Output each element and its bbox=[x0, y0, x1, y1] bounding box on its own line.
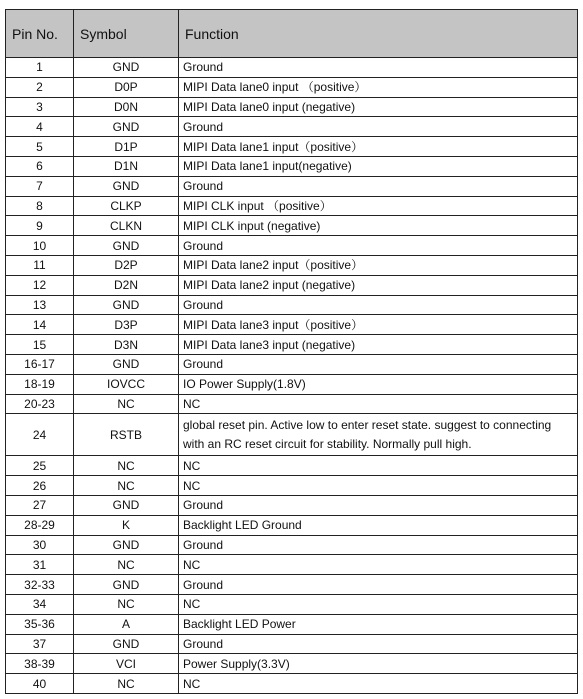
table-row bbox=[6, 555, 578, 575]
function-cell: Ground bbox=[179, 495, 578, 515]
function-cell: MIPI Data lane0 input (negative) bbox=[179, 97, 578, 117]
symbol-cell: GND bbox=[74, 634, 179, 654]
symbol-cell: D0N bbox=[74, 97, 179, 117]
symbol-cell: GND bbox=[74, 295, 179, 315]
pin-number-cell: 15 bbox=[6, 335, 74, 355]
pin-number-cell: 3 bbox=[6, 97, 74, 117]
function-cell: MIPI Data lane1 input（positive） bbox=[179, 137, 578, 157]
symbol-cell: NC bbox=[74, 594, 179, 614]
symbol-cell: A bbox=[74, 614, 179, 634]
table-row bbox=[6, 674, 578, 694]
function-cell: Ground bbox=[179, 176, 578, 196]
table-row bbox=[6, 374, 578, 394]
pin-number-cell: 9 bbox=[6, 216, 74, 236]
table-row bbox=[6, 476, 578, 496]
function-cell: Ground bbox=[179, 575, 578, 595]
symbol-cell: NC bbox=[74, 555, 179, 575]
function-cell: NC bbox=[179, 674, 578, 694]
symbol-cell: GND bbox=[74, 176, 179, 196]
function-cell: MIPI CLK input (negative) bbox=[179, 216, 578, 236]
function-cell: NC bbox=[179, 456, 578, 476]
table-row bbox=[6, 515, 578, 535]
pin-number-cell: 38-39 bbox=[6, 654, 74, 674]
table-row bbox=[6, 575, 578, 595]
function-cell: MIPI Data lane3 input (negative) bbox=[179, 335, 578, 355]
pin-number-cell: 25 bbox=[6, 456, 74, 476]
pin-number-cell: 32-33 bbox=[6, 575, 74, 595]
symbol-cell: D3N bbox=[74, 335, 179, 355]
table-row bbox=[6, 58, 578, 78]
pin-number-cell: 20-23 bbox=[6, 394, 74, 414]
function-cell: Ground bbox=[179, 117, 578, 137]
pin-number-cell: 40 bbox=[6, 674, 74, 694]
table-row bbox=[6, 216, 578, 236]
function-cell: NC bbox=[179, 394, 578, 414]
table-row bbox=[6, 634, 578, 654]
symbol-cell: NC bbox=[74, 674, 179, 694]
pin-number-cell: 34 bbox=[6, 594, 74, 614]
symbol-cell: RSTB bbox=[74, 414, 179, 456]
table-row bbox=[6, 614, 578, 634]
function-cell: Ground bbox=[179, 58, 578, 78]
symbol-cell: GND bbox=[74, 495, 179, 515]
table-row bbox=[6, 176, 578, 196]
table-row bbox=[6, 77, 578, 97]
function-cell: MIPI Data lane2 input（positive） bbox=[179, 255, 578, 275]
pin-number-cell: 12 bbox=[6, 275, 74, 295]
function-cell: MIPI Data lane1 input(negative) bbox=[179, 156, 578, 176]
header-symbol: Symbol bbox=[74, 10, 179, 58]
pin-number-cell: 27 bbox=[6, 495, 74, 515]
function-cell: Ground bbox=[179, 634, 578, 654]
table-row bbox=[6, 117, 578, 137]
pin-number-cell: 31 bbox=[6, 555, 74, 575]
function-cell: IO Power Supply(1.8V) bbox=[179, 374, 578, 394]
pin-number-cell: 8 bbox=[6, 196, 74, 216]
symbol-cell: NC bbox=[74, 394, 179, 414]
pin-number-cell: 6 bbox=[6, 156, 74, 176]
pin-number-cell: 28-29 bbox=[6, 515, 74, 535]
symbol-cell: GND bbox=[74, 58, 179, 78]
table-body bbox=[6, 58, 578, 694]
header-function: Function bbox=[179, 10, 578, 58]
table-row bbox=[6, 394, 578, 414]
pin-number-cell: 5 bbox=[6, 137, 74, 157]
function-cell: MIPI Data lane3 input（positive） bbox=[179, 315, 578, 335]
symbol-cell: D1P bbox=[74, 137, 179, 157]
function-cell: Ground bbox=[179, 354, 578, 374]
function-cell: Ground bbox=[179, 535, 578, 555]
pin-number-cell: 4 bbox=[6, 117, 74, 137]
function-cell: Ground bbox=[179, 236, 578, 256]
symbol-cell: VCI bbox=[74, 654, 179, 674]
symbol-cell: GND bbox=[74, 575, 179, 595]
function-cell: global reset pin. Active low to enter reset state. suggest to connecting with an RC reset circuit for stability. Normally pull high. bbox=[179, 414, 578, 456]
symbol-cell: CLKN bbox=[74, 216, 179, 236]
function-cell: NC bbox=[179, 476, 578, 496]
table-row bbox=[6, 97, 578, 117]
table-row bbox=[6, 354, 578, 374]
table-row bbox=[6, 456, 578, 476]
pin-number-cell: 2 bbox=[6, 77, 74, 97]
symbol-cell: GND bbox=[74, 117, 179, 137]
function-cell: NC bbox=[179, 594, 578, 614]
pin-number-cell: 37 bbox=[6, 634, 74, 654]
table-row bbox=[6, 535, 578, 555]
function-cell: NC bbox=[179, 555, 578, 575]
symbol-cell: D1N bbox=[74, 156, 179, 176]
symbol-cell: CLKP bbox=[74, 196, 179, 216]
table-row bbox=[6, 414, 578, 456]
function-cell: MIPI CLK input （positive） bbox=[179, 196, 578, 216]
pin-number-cell: 7 bbox=[6, 176, 74, 196]
function-cell: Backlight LED Power bbox=[179, 614, 578, 634]
table-row bbox=[6, 335, 578, 355]
pin-definition-table bbox=[5, 9, 578, 694]
table-row bbox=[6, 137, 578, 157]
table-row bbox=[6, 295, 578, 315]
symbol-cell: D2N bbox=[74, 275, 179, 295]
table-row bbox=[6, 236, 578, 256]
pin-number-cell: 10 bbox=[6, 236, 74, 256]
symbol-cell: D0P bbox=[74, 77, 179, 97]
pin-number-cell: 26 bbox=[6, 476, 74, 496]
symbol-cell: D3P bbox=[74, 315, 179, 335]
table-row bbox=[6, 495, 578, 515]
pin-number-cell: 18-19 bbox=[6, 374, 74, 394]
table-row bbox=[6, 196, 578, 216]
pin-number-cell: 14 bbox=[6, 315, 74, 335]
table-row bbox=[6, 654, 578, 674]
function-cell: Ground bbox=[179, 295, 578, 315]
symbol-cell: NC bbox=[74, 476, 179, 496]
pin-number-cell: 24 bbox=[6, 414, 74, 456]
table-row bbox=[6, 156, 578, 176]
symbol-cell: D2P bbox=[74, 255, 179, 275]
table-row bbox=[6, 275, 578, 295]
function-cell: Backlight LED Ground bbox=[179, 515, 578, 535]
pin-number-cell: 16-17 bbox=[6, 354, 74, 374]
table-row bbox=[6, 255, 578, 275]
table-row bbox=[6, 594, 578, 614]
header-pin-no: Pin No. bbox=[6, 10, 74, 58]
pin-number-cell: 35-36 bbox=[6, 614, 74, 634]
table-header-row bbox=[6, 10, 578, 58]
symbol-cell: K bbox=[74, 515, 179, 535]
function-cell: MIPI Data lane2 input (negative) bbox=[179, 275, 578, 295]
symbol-cell: NC bbox=[74, 456, 179, 476]
function-cell: Power Supply(3.3V) bbox=[179, 654, 578, 674]
table-row bbox=[6, 315, 578, 335]
symbol-cell: GND bbox=[74, 236, 179, 256]
symbol-cell: GND bbox=[74, 354, 179, 374]
pin-number-cell: 1 bbox=[6, 58, 74, 78]
symbol-cell: GND bbox=[74, 535, 179, 555]
function-cell: MIPI Data lane0 input （positive） bbox=[179, 77, 578, 97]
pin-number-cell: 11 bbox=[6, 255, 74, 275]
pin-number-cell: 30 bbox=[6, 535, 74, 555]
symbol-cell: IOVCC bbox=[74, 374, 179, 394]
pin-number-cell: 13 bbox=[6, 295, 74, 315]
